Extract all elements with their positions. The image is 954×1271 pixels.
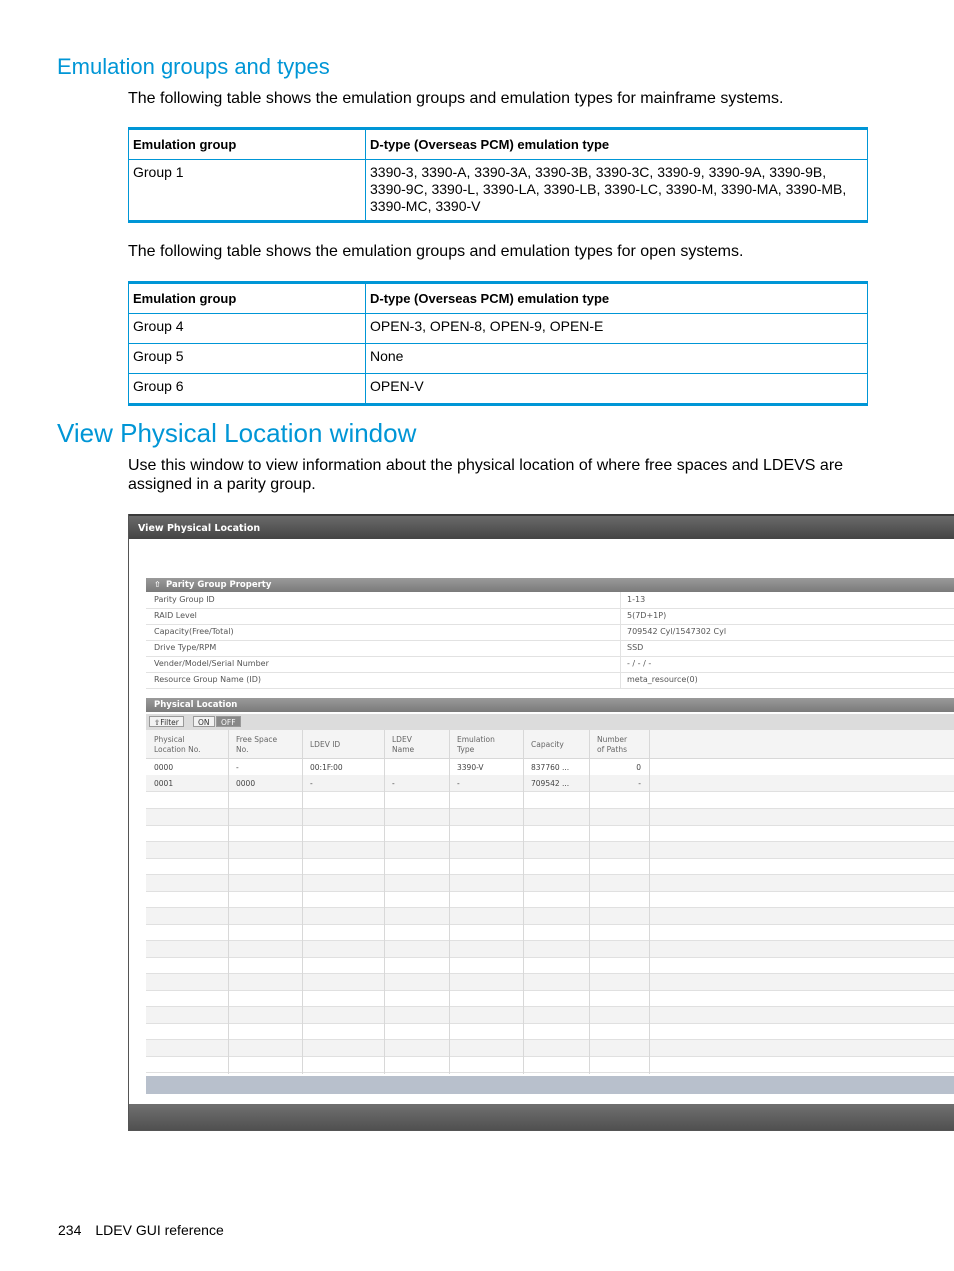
table-row bbox=[129, 314, 868, 344]
property-row bbox=[146, 592, 954, 609]
empty-table-row bbox=[146, 875, 954, 892]
group-cell: Group 1 bbox=[129, 160, 366, 222]
property-label: RAID Level bbox=[154, 611, 197, 620]
column-header[interactable]: Free Space No. bbox=[236, 735, 278, 754]
property-value: 1-13 bbox=[627, 595, 646, 604]
property-value: SSD bbox=[627, 643, 644, 652]
physical-location-title: Physical Location bbox=[154, 700, 238, 710]
filter-on-button[interactable]: ON bbox=[193, 716, 215, 727]
window-content bbox=[129, 539, 954, 1104]
property-value: 709542 Cyl/1547302 Cyl bbox=[627, 627, 727, 636]
table-row bbox=[129, 344, 868, 374]
empty-table-row bbox=[146, 1056, 954, 1073]
page-number: 234 bbox=[58, 1222, 82, 1238]
property-row bbox=[146, 608, 954, 625]
group-cell: Group 4 bbox=[129, 314, 366, 344]
filter-off-button[interactable]: OFF bbox=[216, 716, 241, 727]
property-label: Capacity(Free/Total) bbox=[154, 627, 234, 636]
intro-view-physical-location: Use this window to view information about the physical location of where free spaces and LDEVS are assigned in a parity group. bbox=[128, 457, 844, 493]
table-row[interactable]: 0000 - 00:1F:00 3390-V 837760 ... 0 bbox=[146, 759, 954, 776]
open-emulation-table bbox=[128, 281, 868, 406]
empty-table-row bbox=[146, 1007, 954, 1024]
mainframe-emulation-table bbox=[128, 127, 868, 223]
window-title: View Physical Location bbox=[138, 523, 261, 534]
table-row bbox=[129, 374, 868, 405]
header-emulation-group: Emulation group bbox=[129, 283, 366, 314]
physical-location-grid bbox=[146, 730, 954, 1074]
horizontal-scrollbar[interactable] bbox=[146, 1076, 954, 1094]
empty-table-row bbox=[146, 908, 954, 925]
types-cell: OPEN-V bbox=[366, 374, 868, 405]
property-value: 5(7D+1P) bbox=[627, 611, 667, 620]
empty-table-row bbox=[146, 842, 954, 859]
empty-table-row bbox=[146, 941, 954, 958]
property-label: Drive Type/RPM bbox=[154, 643, 217, 652]
empty-table-row bbox=[146, 990, 954, 1007]
parity-group-property-title: Parity Group Property bbox=[166, 580, 272, 590]
empty-table-row bbox=[146, 974, 954, 991]
empty-table-row bbox=[146, 957, 954, 974]
column-header[interactable]: Number of Paths bbox=[597, 735, 628, 754]
footer-text: LDEV GUI reference bbox=[95, 1222, 224, 1238]
types-cell: 3390-3, 3390-A, 3390-3A, 3390-3B, 3390-3C, 3390-9, 3390-9A, 3390-9B, 3390-9C, 3390-L, 3390-LA, 3390-LB, 3390-LC, 3390-M, 3390-MA, 3390-MB, 3390-MC, 3390-V bbox=[366, 160, 868, 222]
empty-table-row bbox=[146, 825, 954, 842]
filter-bar bbox=[146, 714, 954, 730]
property-value: - / - / - bbox=[627, 659, 652, 668]
property-label: Resource Group Name (ID) bbox=[154, 675, 262, 684]
property-row bbox=[146, 640, 954, 657]
column-header[interactable]: LDEV ID bbox=[310, 740, 341, 749]
property-row bbox=[146, 672, 954, 689]
empty-table-row bbox=[146, 1023, 954, 1040]
grid-header bbox=[146, 730, 954, 759]
parity-group-property-header[interactable] bbox=[146, 578, 954, 592]
property-label: Vender/Model/Serial Number bbox=[154, 659, 269, 668]
header-emulation-type: D-type (Overseas PCM) emulation type bbox=[366, 283, 868, 314]
property-row bbox=[146, 656, 954, 673]
header-emulation-group: Emulation group bbox=[129, 129, 366, 160]
intro-open: The following table shows the emulation groups and emulation types for open systems. bbox=[128, 243, 744, 260]
group-cell: Group 5 bbox=[129, 344, 366, 374]
property-label: Parity Group ID bbox=[154, 595, 215, 604]
table-row bbox=[129, 160, 868, 222]
header-emulation-type: D-type (Overseas PCM) emulation type bbox=[366, 129, 868, 160]
section-title-view-physical-location: View Physical Location window bbox=[57, 418, 417, 448]
empty-table-row bbox=[146, 891, 954, 908]
table-row[interactable]: 0001 0000 - - - 709542 ... - bbox=[146, 775, 954, 792]
page-footer bbox=[58, 1222, 224, 1238]
empty-table-row bbox=[146, 858, 954, 875]
types-cell: None bbox=[366, 344, 868, 374]
view-physical-location-window bbox=[128, 514, 954, 1131]
empty-table-row bbox=[146, 809, 954, 826]
column-header[interactable]: LDEV Name bbox=[392, 735, 415, 754]
group-cell: Group 6 bbox=[129, 374, 366, 405]
property-row bbox=[146, 624, 954, 641]
column-header[interactable]: Emulation Type bbox=[457, 735, 495, 754]
section-title-emulation: Emulation groups and types bbox=[57, 54, 330, 79]
types-cell: OPEN-3, OPEN-8, OPEN-9, OPEN-E bbox=[366, 314, 868, 344]
window-title-bar bbox=[129, 514, 954, 539]
empty-table-row bbox=[146, 1040, 954, 1057]
intro-mainframe: The following table shows the emulation groups and emulation types for mainframe systems. bbox=[128, 90, 784, 107]
property-value: meta_resource(0) bbox=[627, 675, 698, 684]
empty-table-row bbox=[146, 792, 954, 809]
physical-location-header bbox=[146, 698, 954, 712]
filter-button[interactable]: ⇧Filter bbox=[149, 716, 184, 727]
collapse-icon[interactable]: ⇧ bbox=[154, 580, 161, 589]
empty-table-row bbox=[146, 924, 954, 941]
column-header[interactable]: Physical Location No. bbox=[154, 735, 201, 754]
window-footer-bar bbox=[129, 1104, 954, 1130]
column-header[interactable]: Capacity bbox=[531, 740, 564, 749]
